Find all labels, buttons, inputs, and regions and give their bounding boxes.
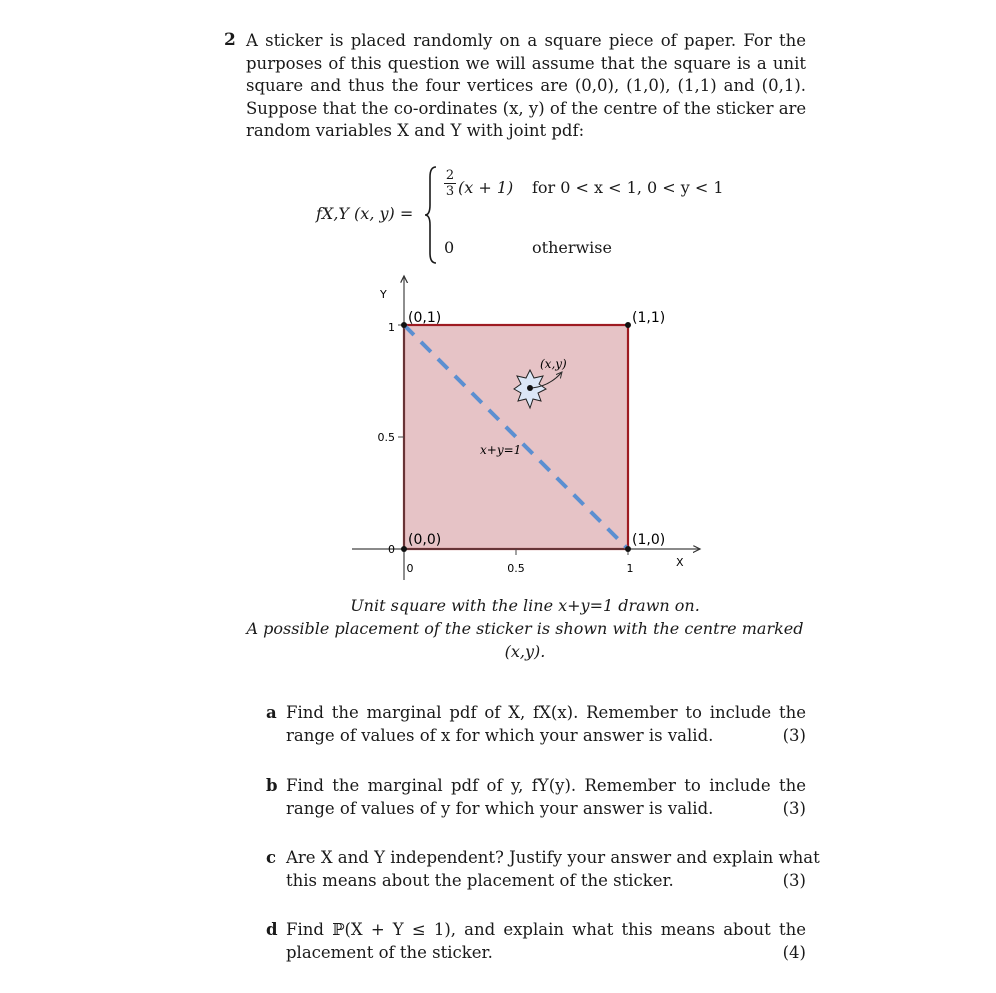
y-tick-label: 0	[388, 543, 395, 556]
part-marks: (3)	[782, 798, 806, 818]
unit-square-figure	[340, 268, 720, 588]
vertex-dot	[625, 322, 631, 328]
part-text-line: range of values of y for which your answer is valid.	[286, 798, 714, 818]
part-marks: (3)	[782, 870, 806, 890]
intro-line: random variables X and Y with joint pdf:	[246, 121, 585, 140]
case2-condition: otherwise	[532, 238, 612, 257]
sticker-label: (x,y)	[540, 357, 567, 371]
fraction-denominator: 3	[445, 184, 455, 199]
x-tick-label: 0	[406, 562, 414, 575]
part-text-line: Find the marginal pdf of y, fY(y). Remember to include the	[286, 776, 806, 795]
line-label: x+y=1	[480, 443, 522, 457]
intro-line: A sticker is placed randomly on a square piece of paper. For the	[246, 31, 806, 50]
pdf-lhs: fX,Y (x, y) =	[316, 204, 414, 223]
axis-y-label: Y	[380, 288, 387, 301]
part-text-line: range of values of x for which your answer is valid.	[286, 725, 714, 745]
part-b	[266, 775, 806, 820]
part-label: c	[266, 848, 277, 867]
caption-line: (x,y).	[504, 642, 546, 661]
vertex-dot	[401, 546, 407, 552]
vertex-label-00: (0,0)	[408, 532, 442, 548]
y-tick-label: 1	[388, 321, 395, 334]
figure-caption	[240, 594, 810, 663]
question-intro	[246, 30, 806, 143]
part-text-line: placement of the sticker.	[286, 942, 493, 962]
part-marks: (4)	[782, 942, 806, 962]
part-a	[266, 702, 806, 747]
vertex-label-11: (1,1)	[632, 310, 666, 326]
part-marks: (3)	[782, 725, 806, 745]
part-text-line: this means about the placement of the sticker.	[286, 870, 674, 890]
part-text-line: Find the marginal pdf of X, fX(x). Remember to include the	[286, 703, 806, 722]
axis-x-label: X	[676, 556, 684, 569]
intro-line: Suppose that the co-ordinates (x, y) of the centre of the sticker are	[246, 98, 807, 118]
caption-line: Unit square with the line x+y=1 drawn on.	[350, 596, 700, 615]
intro-line: purposes of this question we will assume that the square is a unit	[246, 53, 806, 73]
vertex-label-01: (0,1)	[408, 310, 442, 326]
part-c	[266, 847, 820, 892]
y-tick-label: 0.5	[377, 431, 395, 444]
part-label: d	[266, 920, 278, 939]
vertex-dot	[401, 322, 407, 328]
fraction	[444, 168, 456, 199]
part-label: a	[266, 703, 277, 722]
part-text-line: Find ℙ(X + Y ≤ 1), and explain what this means about the	[286, 920, 806, 939]
case1-condition: for 0 < x < 1, 0 < y < 1	[532, 178, 724, 197]
caption-line: A possible placement of the sticker is shown with the centre marked	[246, 619, 804, 638]
question-number: 2	[224, 30, 236, 50]
left-brace-icon	[424, 165, 438, 265]
fraction-numerator: 2	[445, 168, 455, 183]
intro-line: square and thus the four vertices are (0,0), (1,0), (1,1) and (0,1).	[246, 76, 806, 95]
case1-expression: (x + 1)	[458, 178, 514, 197]
x-tick-label: 1	[626, 562, 634, 575]
part-d	[266, 919, 806, 964]
vertex-dot	[625, 546, 631, 552]
x-tick-label: 0.5	[507, 562, 525, 575]
vertex-label-10: (1,0)	[632, 532, 666, 548]
part-text-line: Are X and Y independent? Justify your answer and explain what	[286, 848, 820, 867]
part-label: b	[266, 776, 278, 795]
case2-expression: 0	[444, 238, 455, 257]
